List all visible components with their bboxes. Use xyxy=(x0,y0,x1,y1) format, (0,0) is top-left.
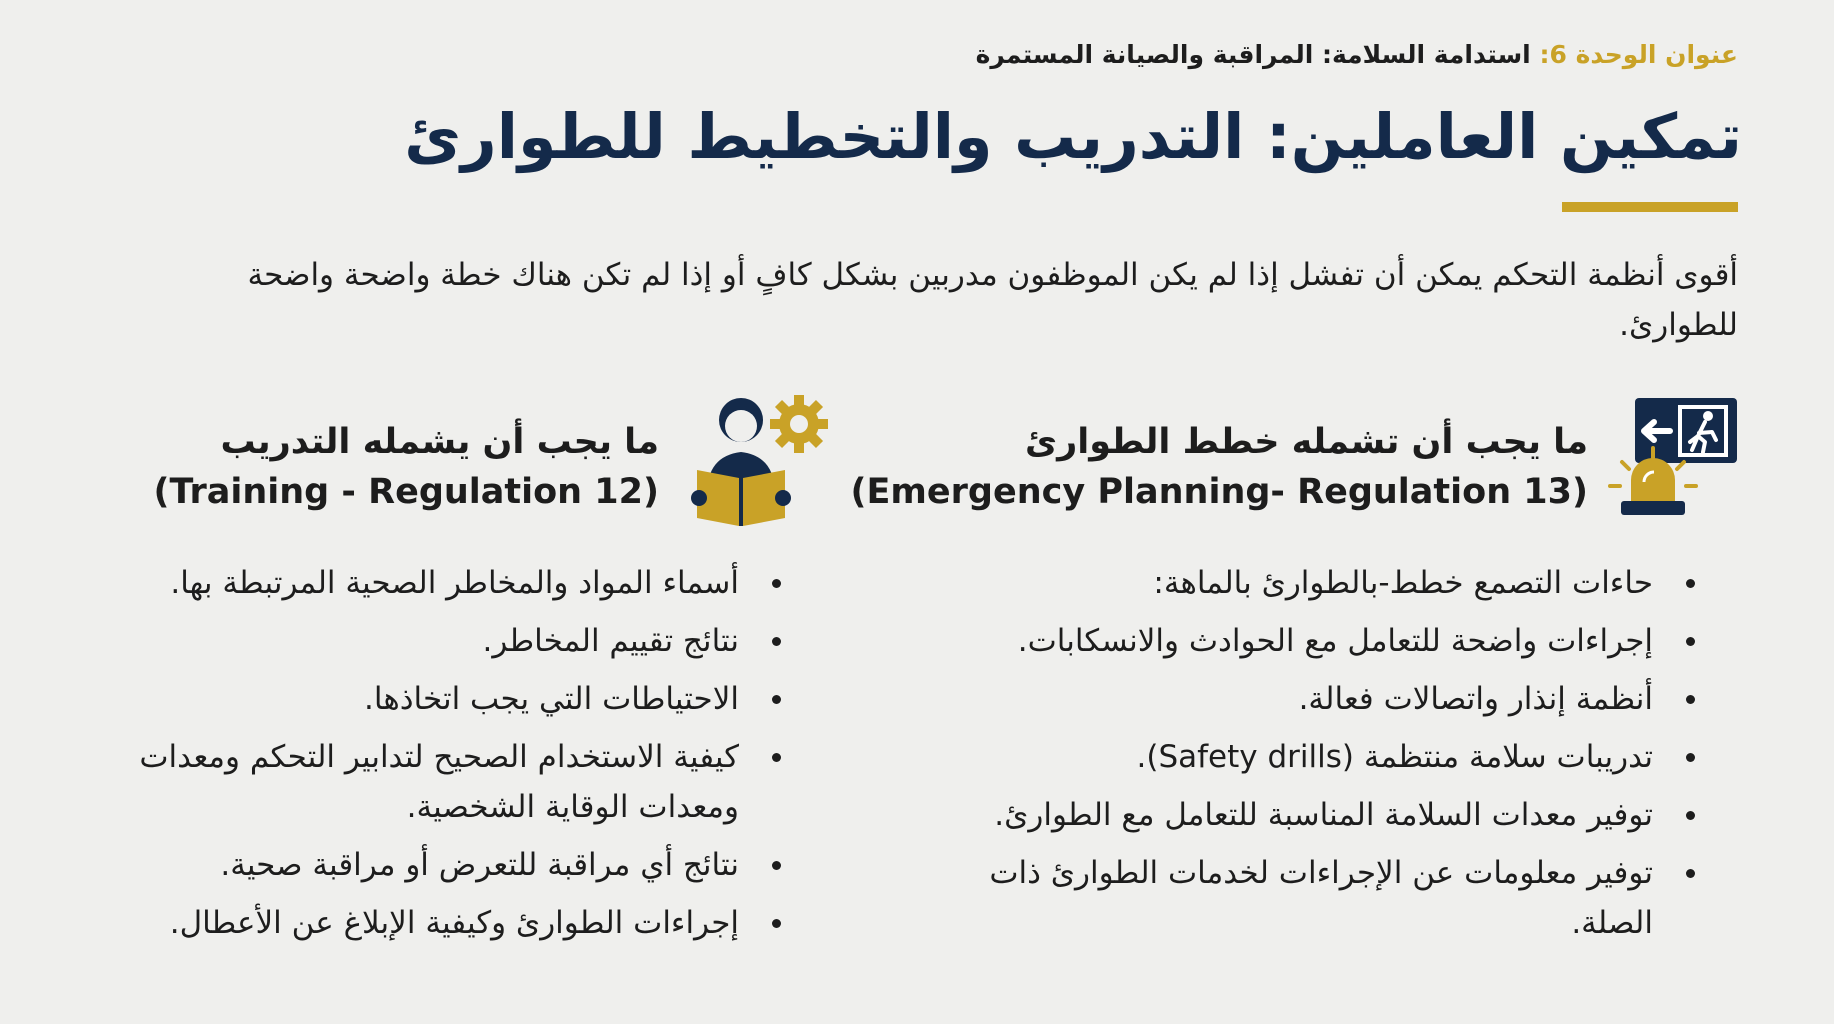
list-item: إجراءات واضحة للتعامل مع الحوادث والانسكابات. xyxy=(928,616,1698,666)
list-item: إجراءات الطوارئ وكيفية الإبلاغ عن الأعطال. xyxy=(104,898,784,948)
list-item: أسماء المواد والمخاطر الصحية المرتبطة بها. xyxy=(104,558,784,608)
emergency-bullet-list xyxy=(928,558,1698,956)
intro-paragraph: أقوى أنظمة التحكم يمكن أن تفشل إذا لم يكن الموظفون مدربين بشكل كافٍ أو إذا لم تكن هناك خطة واضحة واضحة للطوارئ. xyxy=(247,257,1738,344)
list-item: توفير معدات السلامة المناسبة للتعامل مع الطوارئ. xyxy=(928,790,1698,840)
unit-title: استدامة السلامة: المراقبة والصيانة المستمرة xyxy=(975,40,1531,69)
emergency-heading-english: (Emergency Planning- Regulation 13) xyxy=(850,472,1588,512)
list-item: نتائج تقييم المخاطر. xyxy=(104,616,784,666)
list-item: كيفية الاستخدام الصحيح لتدابير التحكم ومعدات ومعدات الوقاية الشخصية. xyxy=(104,732,784,832)
emergency-heading-arabic: ما يجب أن تشمله خطط الطوارئ xyxy=(1025,422,1588,462)
list-item: تدريبات سلامة منتظمة (Safety drills). xyxy=(928,732,1698,782)
trainee-with-book-and-gear-icon xyxy=(689,394,834,534)
unit-header xyxy=(976,40,1738,69)
page-title: تمكين العاملين: التدريب والتخطيط للطوارئ xyxy=(404,100,1742,173)
list-item: نتائج أي مراقبة للتعرض أو مراقبة صحية. xyxy=(104,840,784,890)
training-heading xyxy=(153,418,659,518)
list-item: أنظمة إنذار واتصالات فعالة. xyxy=(928,674,1698,724)
training-heading-arabic: ما يجب أن يشمله التدريب xyxy=(220,422,659,462)
emergency-planning-section xyxy=(850,398,1738,941)
title-underline xyxy=(1562,202,1738,212)
training-bullet-list xyxy=(104,558,784,956)
training-heading-english: (Training - Regulation 12) xyxy=(153,472,659,512)
training-section-header xyxy=(64,398,824,528)
emergency-heading xyxy=(851,418,1588,518)
training-section xyxy=(64,398,824,941)
emergency-exit-and-alarm-icon xyxy=(1608,398,1738,533)
list-item: حاءات التصمع خطط-بالطوارئ بالماهة: xyxy=(928,558,1698,608)
unit-label: عنوان الوحدة 6: xyxy=(1539,40,1738,69)
emergency-section-header xyxy=(850,398,1738,528)
list-item: الاحتياطات التي يجب اتخاذها. xyxy=(104,674,784,724)
list-item: توفير معلومات عن الإجراءات لخدمات الطوارئ ذات الصلة. xyxy=(928,848,1698,948)
